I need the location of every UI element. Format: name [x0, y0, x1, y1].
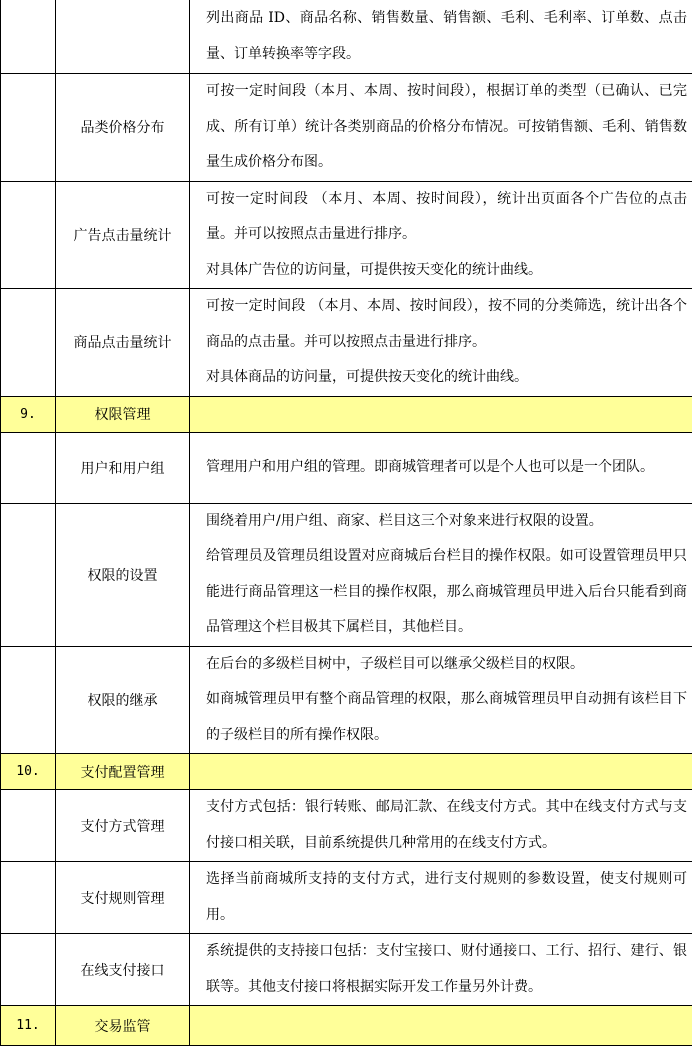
- table-row: [1, 289, 692, 397]
- table-row: [1, 862, 692, 934]
- feature-desc: 可按一定时间段 （本月、本周、按时间段），按不同的分类筛选，统计出各个商品的点击量。并可以按照点击量进行排序。: [206, 289, 687, 360]
- row-number-cell: [1, 646, 56, 754]
- row-number-cell: [1, 0, 56, 74]
- feature-name-cell: 在线支付接口: [56, 934, 190, 1006]
- row-number-cell: [1, 74, 56, 182]
- feature-desc-cell: [190, 181, 692, 289]
- row-number-cell: [1, 432, 56, 503]
- feature-desc-cell: [190, 790, 692, 862]
- feature-desc-extra: 给管理员及管理员组设置对应商城后台栏目的操作权限。如可设置管理员甲只能进行商品管理这一栏目的操作权限，那么商城管理员甲进入后台只能看到商品管理这个栏目极其下属栏目，其他栏目。: [206, 539, 687, 646]
- section-number: 10.: [1, 754, 56, 790]
- feature-desc: 支付方式包括：银行转账、邮局汇款、在线支付方式。其中在线支付方式与支付接口相关联，目前系统提供几种常用的在线支付方式。: [206, 790, 687, 861]
- row-number-cell: [1, 862, 56, 934]
- feature-desc-extra: 对具体广告位的访问量，可提供按天变化的统计曲线。: [206, 253, 687, 289]
- feature-desc: 在后台的多级栏目树中，子级栏目可以继承父级栏目的权限。: [206, 647, 687, 683]
- feature-desc-cell: [190, 289, 692, 397]
- table-row: [1, 0, 692, 74]
- section-blank-cell: [190, 754, 692, 790]
- feature-name-cell: 用户和用户组: [56, 432, 190, 503]
- section-number: 11.: [1, 1006, 56, 1046]
- feature-name-cell: 支付规则管理: [56, 862, 190, 934]
- feature-name-cell: 权限的设置: [56, 503, 190, 646]
- feature-desc: 列出商品 ID、商品名称、销售数量、销售额、毛利、毛利率、订单数、点击量、订单转换率等字段。: [206, 1, 687, 72]
- section-row: [1, 1006, 692, 1046]
- feature-desc-cell: [190, 0, 692, 74]
- section-row: [1, 754, 692, 790]
- section-title: 支付配置管理: [56, 754, 190, 790]
- feature-desc-extra: 对具体商品的访问量，可提供按天变化的统计曲线。: [206, 360, 687, 396]
- table-row: [1, 646, 692, 754]
- section-row: [1, 396, 692, 432]
- feature-desc: 可按一定时间段 （本月、本周、按时间段），统计出页面各个广告位的点击量。并可以按照点击量进行排序。: [206, 182, 687, 253]
- table-row: [1, 74, 692, 182]
- feature-name-cell: 广告点击量统计: [56, 181, 190, 289]
- feature-name-cell: 商品点击量统计: [56, 289, 190, 397]
- row-number-cell: [1, 934, 56, 1006]
- section-blank-cell: [190, 396, 692, 432]
- section-number: 9.: [1, 396, 56, 432]
- row-number-cell: [1, 790, 56, 862]
- feature-desc-cell: [190, 503, 692, 646]
- feature-desc-cell: [190, 74, 692, 182]
- table-row: [1, 934, 692, 1006]
- row-number-cell: [1, 503, 56, 646]
- feature-name-cell: 品类价格分布: [56, 74, 190, 182]
- feature-desc: 可按一定时间段（本月、本周、按时间段），根据订单的类型（已确认、已完成、所有订单）统计各类别商品的价格分布情况。可按销售额、毛利、销售数量生成价格分布图。: [206, 74, 687, 181]
- table-row: [1, 503, 692, 646]
- feature-desc-extra: 如商城管理员甲有整个商品管理的权限，那么商城管理员甲自动拥有该栏目下的子级栏目的所有操作权限。: [206, 682, 687, 753]
- row-number-cell: [1, 289, 56, 397]
- section-title: 权限管理: [56, 396, 190, 432]
- row-number-cell: [1, 181, 56, 289]
- table-row: [1, 432, 692, 503]
- feature-desc-cell: [190, 934, 692, 1006]
- feature-desc-cell: [190, 862, 692, 934]
- feature-name-cell: 权限的继承: [56, 646, 190, 754]
- feature-desc-cell: [190, 646, 692, 754]
- section-blank-cell: [190, 1006, 692, 1046]
- feature-desc-cell: [190, 432, 692, 503]
- table-row: [1, 790, 692, 862]
- section-title: 交易监管: [56, 1006, 190, 1046]
- feature-desc: 围绕着用户/用户组、商家、栏目这三个对象来进行权限的设置。: [206, 504, 687, 540]
- feature-desc: 选择当前商城所支持的支付方式，进行支付规则的参数设置，使支付规则可用。: [206, 862, 687, 933]
- table-row: [1, 181, 692, 289]
- feature-desc: 管理用户和用户组的管理。即商城管理者可以是个人也可以是一个团队。: [206, 450, 687, 486]
- feature-name-cell: [56, 0, 190, 74]
- feature-name-cell: 支付方式管理: [56, 790, 190, 862]
- feature-desc: 系统提供的支持接口包括：支付宝接口、财付通接口、工行、招行、建行、银联等。其他支付接口将根据实际开发工作量另外计费。: [206, 934, 687, 1005]
